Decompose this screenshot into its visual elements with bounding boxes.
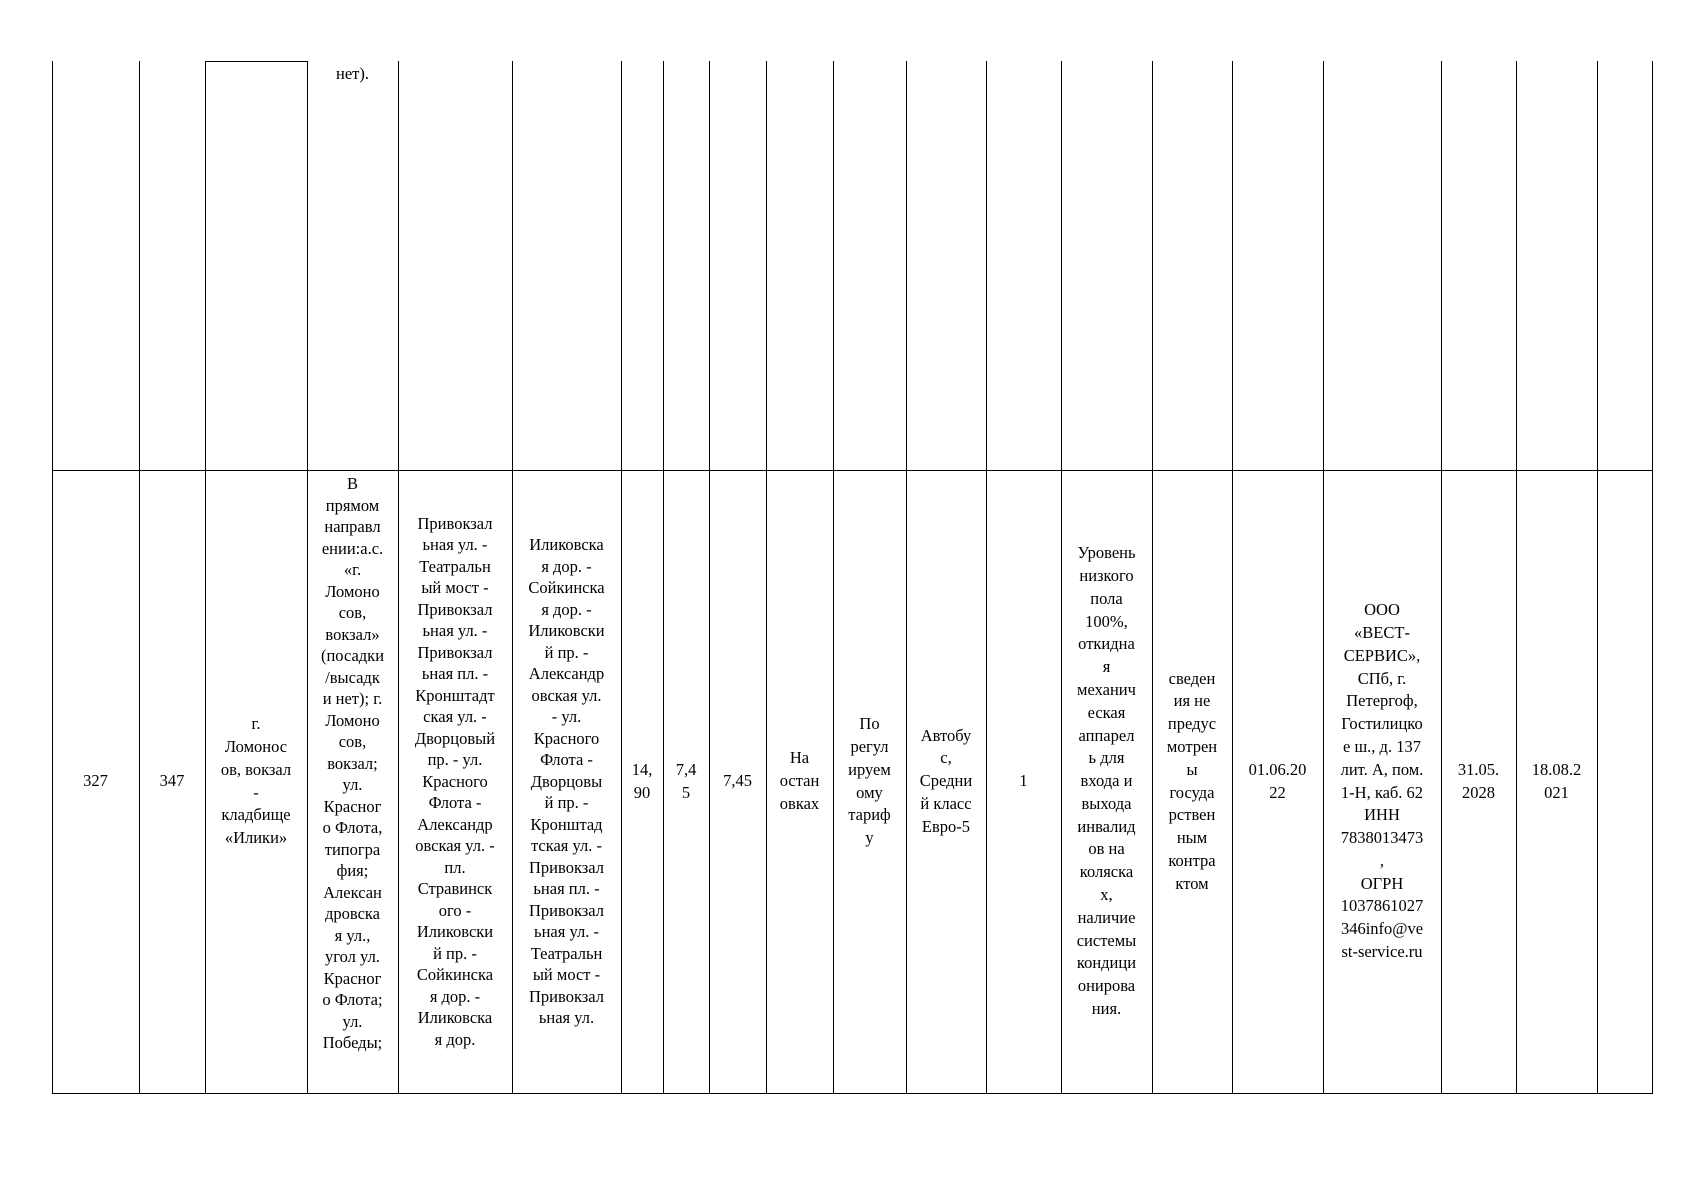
length-total: 7,45 [723,771,752,791]
vehicle-type: Автобу с, Средни й класс Евро-5 [919,725,973,836]
streets-reverse: Иликовска я дор. - Сойкинска я дор. - Иликовски й пр. - Александр овская ул. - ул. Красного Флота - Дворцовы й пр. - Кронштад тская ул. - Привокзал ьная пл. - Привокзал ьная ул. - Театральн ый мост - Привокзал ьная ул. [528,535,605,1028]
length-reverse: 7,4 5 [675,759,697,802]
start-date: 01.06.20 22 [1248,759,1307,802]
cell-vehicle [906,470,986,1093]
cell-note [1597,470,1652,1093]
route-no: 347 [159,771,185,791]
cell-streets-reverse [512,470,621,1093]
cell-boarding [766,470,833,1093]
cell-reg-no [52,470,139,1093]
contract-info: сведен ия не предус мотрен ы госуда рствен ным контра ктом [1166,668,1218,893]
end-date: 31.05. 2028 [1457,759,1500,802]
route-name: г. Ломонос ов, вокзал - кладбище «Илики» [220,714,292,848]
cell-length-reverse [663,470,709,1093]
table-bottom-border [52,1093,1653,1094]
cell-reg-date [1516,470,1597,1093]
cell-route-name [205,470,307,1093]
boarding-procedure: На остан овках [779,748,820,813]
cell-contract [1152,470,1232,1093]
cell-vehicle-count [986,470,1061,1093]
cell-vehicle-features [1061,470,1152,1093]
prev-row-stops-tail: нет). [336,64,369,83]
tariff: По регул ируем ому тариф у [848,714,891,848]
cell-route-no [139,470,205,1093]
registration-date: 18.08.2 021 [1531,759,1582,802]
carrier-info: ООО «ВЕСТ- СЕРВИС», СПб, г. Петергоф, Гостилицко е ш., д. 137 лит. А, пом. 1-Н, каб. 62 ИНН 7838013473 , ОГРН 1037861027 346info@ve st-service.ru [1340,600,1424,962]
stops: В прямом направл ении:а.с. «г. Ломоно сов, вокзал» (посадки /высадк и нет); г. Ломоно сов, вокзал; ул. Красног о Флота, типогра фия; Алексан дровска я ул., угол ул. Красног о Флота; ул. Победы; [320,474,385,1052]
reg-no: 327 [83,771,108,791]
cell-start-date [1232,470,1323,1093]
cell-tariff [833,470,906,1093]
cell-length-forward [621,470,663,1093]
cell-streets-forward [398,470,512,1093]
cell-end-date [1441,470,1516,1093]
cell-length-total [709,470,766,1093]
length-forward: 14, 90 [631,759,653,802]
streets-forward: Привокзал ьная ул. - Театральн ый мост - Привокзал ьная ул. - Привокзал ьная пл. - Кронштадт ская ул. - Дворцовый пр. - ул. Красного Флота - Александр овская ул. - пл. Стравинск ого - Иликовски й пр. - Сойкинска я дор. - Иликовска я дор. [414,513,496,1049]
vehicle-count: 1 [1019,771,1028,791]
vehicle-features: Уровень низкого пола 100%, откидна я механич еская аппарел ь для входа и выхода инвалид ов на коляска х, наличие системы кондици онирова ния. [1076,543,1137,1019]
cell-carrier [1323,470,1441,1093]
column-border [1652,61,1653,1094]
cell-stops [307,470,398,1093]
cell-top-border [205,61,308,62]
